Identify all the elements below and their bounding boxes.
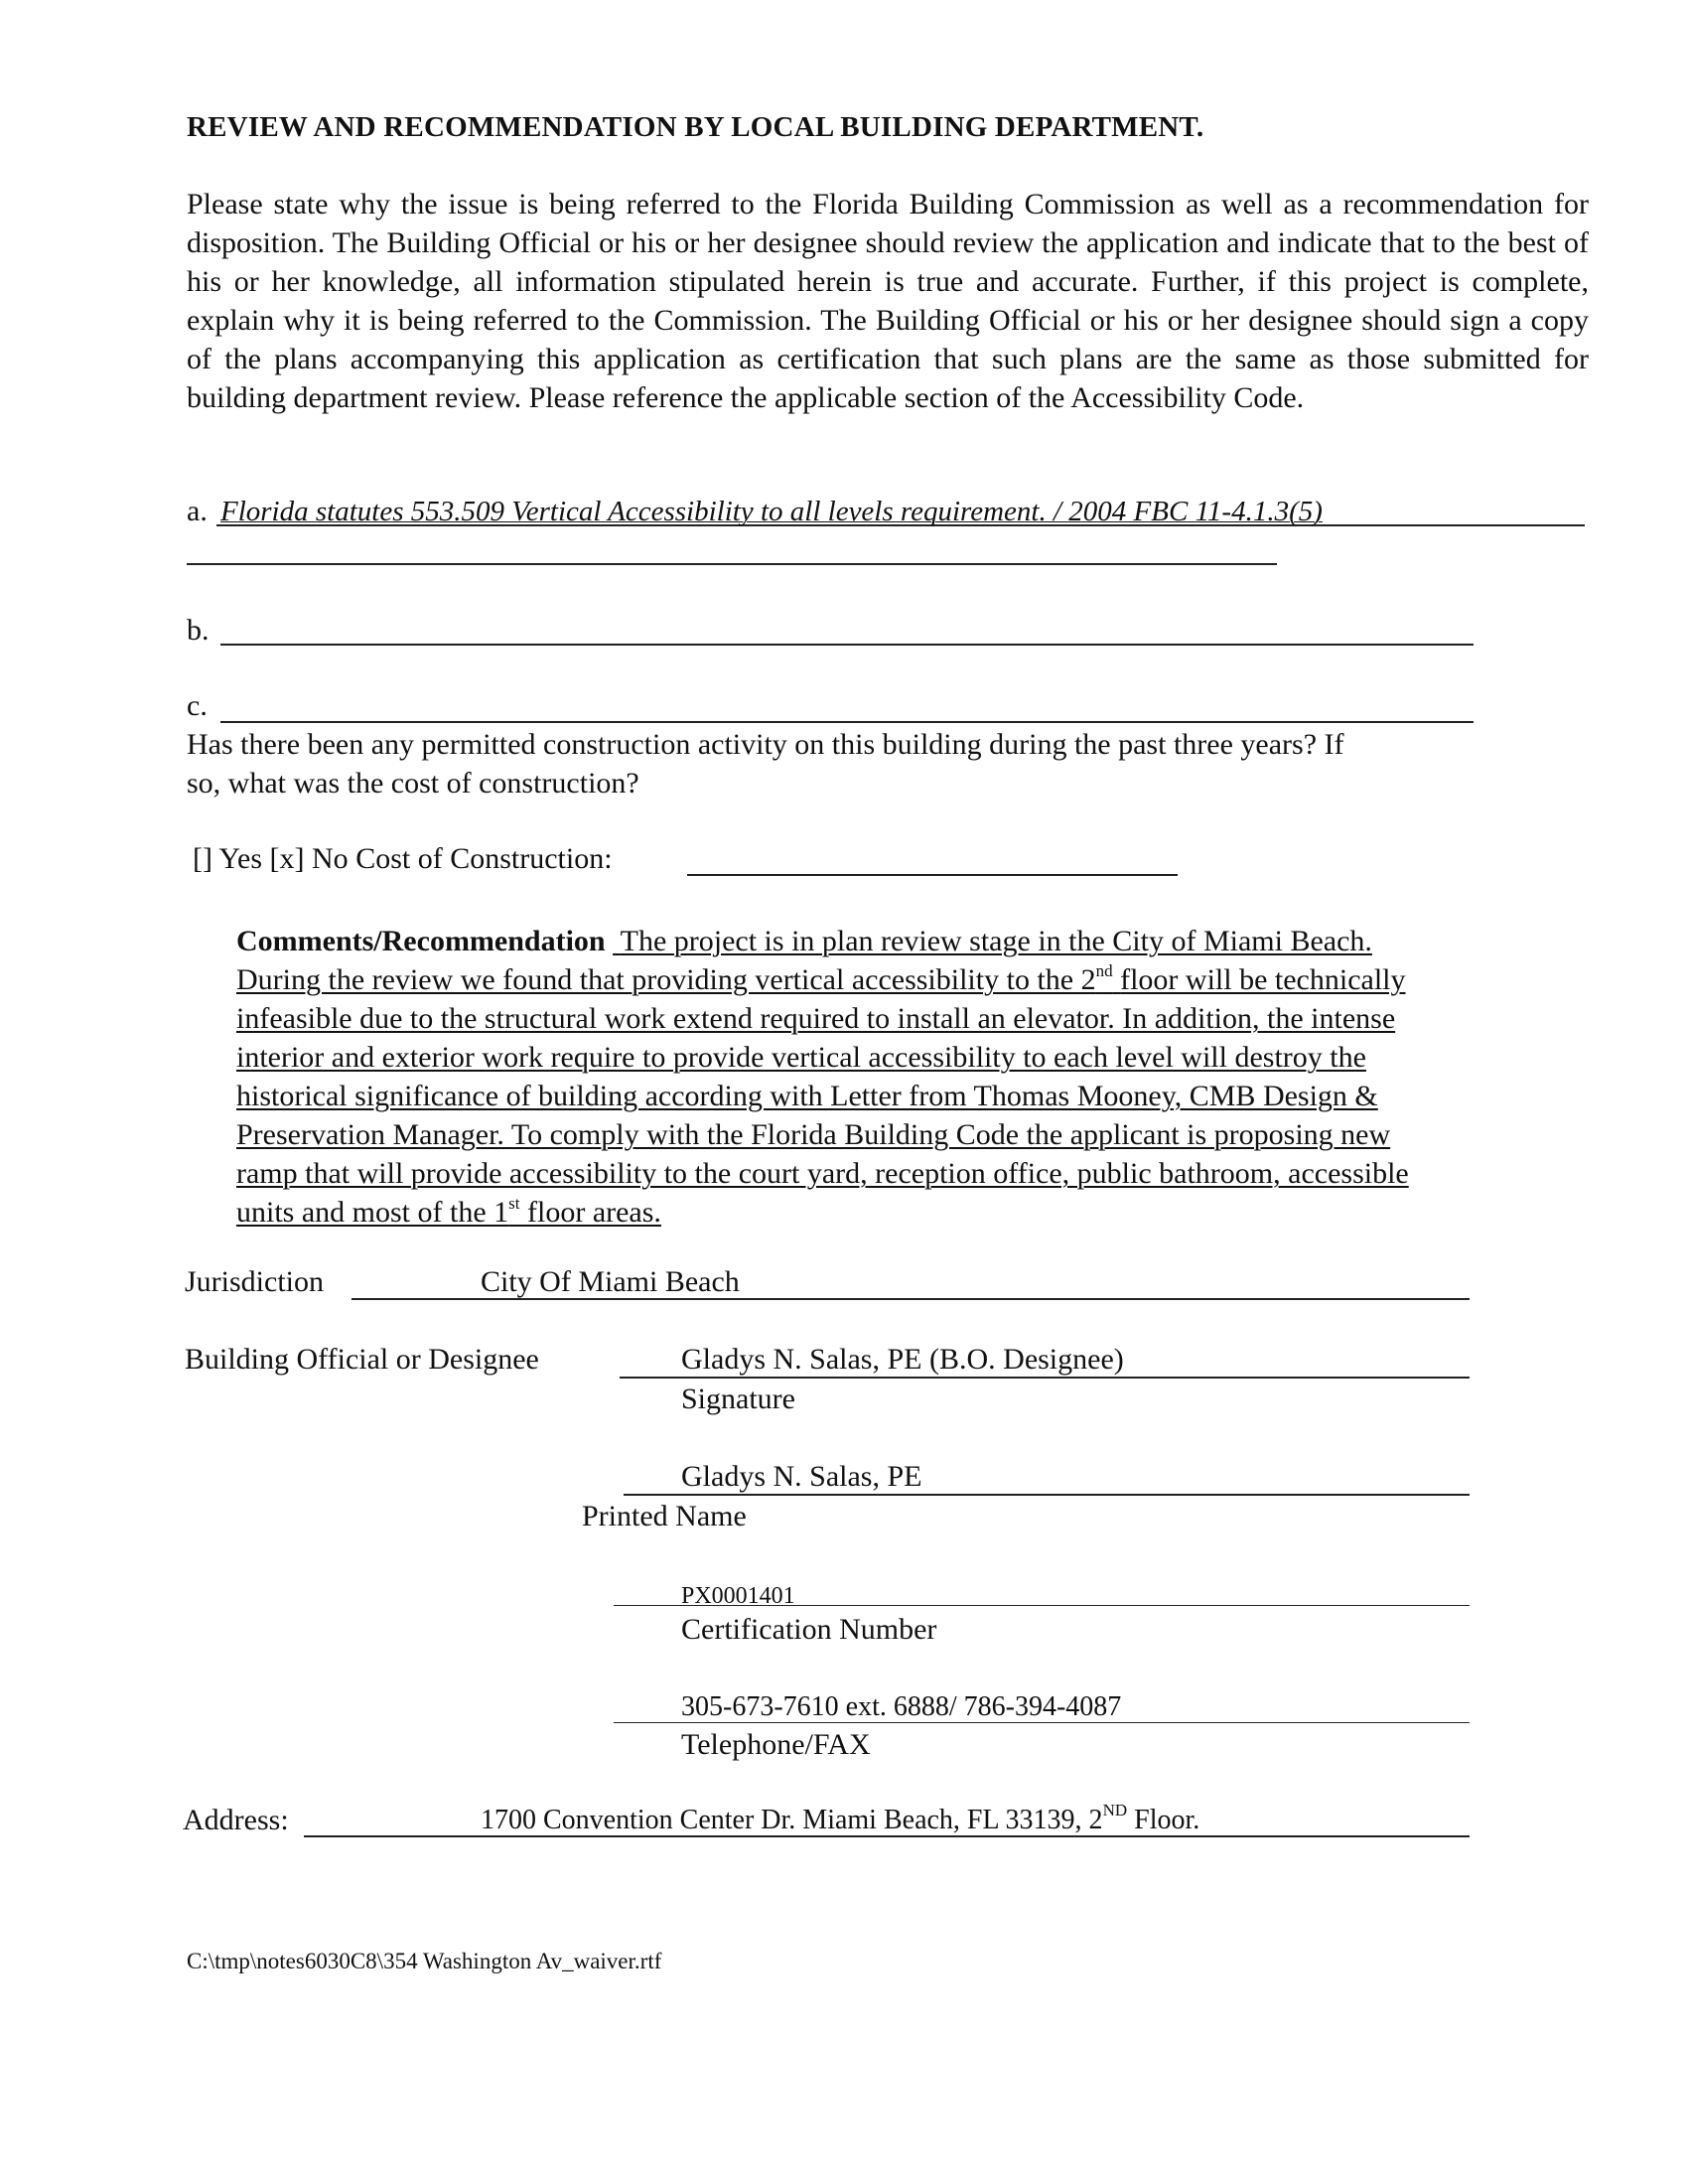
comments-line: infeasible due to the structural work extend required to install an elevator. In addition, the intense: [236, 1002, 1396, 1035]
comments-line: Preservation Manager. To comply with the Florida Building Code the applicant is proposing new: [236, 1118, 1391, 1151]
comments-line: During the review we found that providing vertical accessibility to the 2nd floor will be technically: [236, 961, 1406, 996]
printed-name-field[interactable]: Gladys N. Salas, PE: [681, 1460, 922, 1493]
signature-label: Signature: [681, 1383, 795, 1415]
telephone-underline: [614, 1722, 1470, 1723]
address-label: Address:: [183, 1804, 289, 1836]
code-section-c-field[interactable]: [220, 721, 1474, 723]
construction-question-line2: so, what was the cost of construction?: [187, 767, 639, 800]
comments-line: units and most of the 1st floor areas.: [236, 1194, 661, 1229]
telephone-label: Telephone/FAX: [681, 1728, 871, 1761]
construction-question-line1: Has there been any permitted construction activity on this building during the past three years? If: [187, 728, 1344, 761]
code-section-a-label: a.: [187, 495, 208, 527]
file-path-footer: C:\tmp\notes6030C8\354 Washington Av_waiver.rtf: [187, 1949, 662, 1973]
yes-checkbox[interactable]: [] Yes: [193, 842, 263, 875]
instructions-paragraph: Please state why the issue is being referred to the Florida Building Commission as well as a recommendation for disposition. The Building Official or his or her designee should review the application and indicate that to the best of his or her knowledge, all information stipulated herein is true and accurate. Further, if this project is complete, explain why it is being referred to the Commission. The Building Official or his or her designee should sign a copy of the plans accompanying this application as certification that such plans are the same as those submitted for building department review. Please reference the applicable section of the Accessibility Code.: [187, 188, 1589, 414]
comments-label: Comments/Recommendation: [236, 925, 606, 957]
comments-line: ramp that will provide accessibility to the court yard, reception office, public bathroom, accessible: [236, 1157, 1409, 1190]
comments-line: interior and exterior work require to provide vertical accessibility to each level will destroy the: [236, 1041, 1366, 1074]
code-section-b-field[interactable]: [220, 644, 1474, 646]
jurisdiction-field[interactable]: City Of Miami Beach: [481, 1265, 740, 1298]
code-section-a-field[interactable]: Florida statutes 553.509 Vertical Accessibility to all levels requirement. / 2004 FBC 11-4.1.3(5): [220, 496, 1323, 527]
printed-name-underline: [624, 1494, 1470, 1496]
construction-options: [193, 844, 613, 874]
no-checkbox[interactable]: [x] No: [269, 842, 349, 875]
address-field[interactable]: 1700 Convention Center Dr. Miami Beach, FL 33139, 2ND Floor.: [481, 1801, 1200, 1835]
comments-line: The project is in plan review stage in the City of Miami Beach.: [620, 925, 1372, 957]
printed-name-label: Printed Name: [582, 1500, 747, 1532]
telephone-field[interactable]: 305-673-7610 ext. 6888/ 786-394-4087: [681, 1691, 1122, 1722]
comments-block: [236, 922, 1587, 1232]
cert-number-field[interactable]: PX0001401: [681, 1583, 795, 1609]
signature-underline: [620, 1377, 1470, 1379]
cost-of-construction-field[interactable]: [687, 874, 1178, 876]
code-section-b-label: b.: [187, 614, 210, 647]
signature-field[interactable]: Gladys N. Salas, PE (B.O. Designee): [681, 1343, 1124, 1376]
cert-number-label: Certification Number: [681, 1613, 937, 1646]
jurisdiction-underline: [352, 1298, 1470, 1300]
building-official-label: Building Official or Designee: [185, 1343, 539, 1376]
address-underline: [304, 1835, 1470, 1837]
comments-line: historical significance of building according with Letter from Thomas Mooney, CMB Design &: [236, 1080, 1378, 1112]
code-section-a-continuation-line: [187, 563, 1277, 565]
jurisdiction-label: Jurisdiction: [185, 1265, 324, 1298]
section-heading: REVIEW AND RECOMMENDATION BY LOCAL BUILDING DEPARTMENT.: [187, 111, 1204, 143]
code-section-c-label: c.: [187, 689, 208, 722]
cost-of-construction-label: Cost of Construction:: [355, 842, 613, 875]
